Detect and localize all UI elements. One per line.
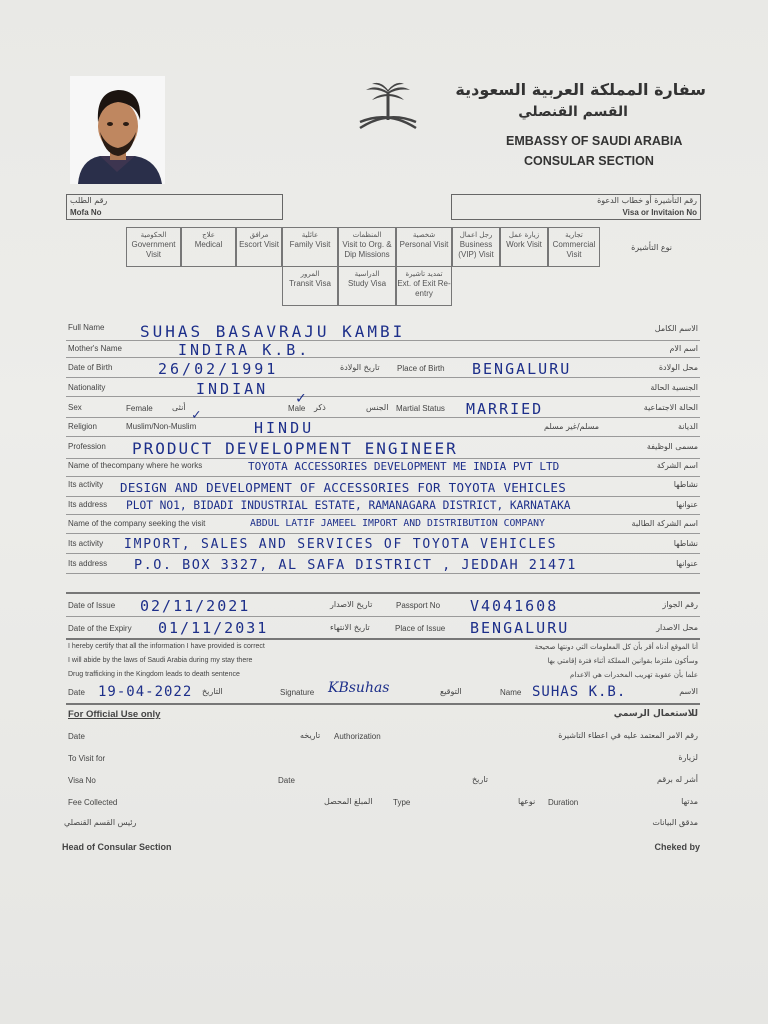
name-label: Name (500, 688, 522, 697)
visa-type-option-8[interactable]: تجارية Commercial Visit (548, 227, 600, 267)
visa-type-option-3[interactable]: عائلية Family Visit (282, 227, 338, 267)
dob-value[interactable]: 26/02/1991 (158, 360, 279, 378)
visa-type-label: نوع التأشيرة (631, 243, 672, 252)
visa-type-row2-option-2[interactable]: تمديد تاشيرة Ext. of Exit Re-entry (396, 266, 452, 306)
full-name-label: Full Name (68, 323, 105, 332)
embassy-title: EMBASSY OF SAUDI ARABIA (506, 134, 683, 148)
place-of-birth-value[interactable]: BENGALURU (472, 360, 572, 378)
religion-value[interactable]: HINDU (254, 419, 315, 437)
date-of-expiry-label: Date of the Expiry (68, 624, 132, 633)
visa-type-option-2[interactable]: مرافق Escort Visit (236, 227, 282, 267)
visa-no-label: Visa No (68, 776, 96, 785)
mother-name-value[interactable]: INDIRA K.B. (178, 341, 311, 359)
signature-label: Signature (280, 688, 315, 697)
embassy-title-arabic: سفارة المملكة العربية السعودية (455, 80, 706, 99)
applicant-photo (70, 76, 165, 184)
visa-type-option-7[interactable]: زيارة عمل Work Visit (500, 227, 548, 267)
passport-no-value[interactable]: V4041608 (470, 597, 559, 615)
date-of-issue-value[interactable]: 02/11/2021 (140, 597, 251, 615)
signature[interactable]: KBsuhas (328, 680, 390, 696)
authorization-label: Authorization (334, 732, 381, 741)
address-label: Its address (68, 500, 108, 509)
fee-collected-label: Fee Collected (68, 798, 118, 807)
official-use-title: For Official Use only (68, 709, 161, 720)
date-of-issue-label: Date of Issue (68, 601, 116, 610)
mother-name-label: Mother's Name (68, 344, 122, 353)
company-value[interactable]: TOYOTA ACCESSORIES DEVELOPMENT ME INDIA PVT LTD (248, 460, 560, 473)
name-value[interactable]: SUHAS K.B. (532, 684, 627, 700)
passport-no-label: Passport No (396, 601, 441, 610)
religion-label: Religion (68, 422, 97, 431)
female-option[interactable]: Female (126, 404, 153, 413)
address2-value[interactable]: P.O. BOX 3327, AL SAFA DISTRICT , JEDDAH 21471 (134, 557, 577, 573)
nationality-value[interactable]: INDIAN (196, 380, 269, 398)
visa-type-option-5[interactable]: شخصية Personal Visit (396, 227, 452, 267)
activity-value[interactable]: DESIGN AND DEVELOPMENT OF ACCESSORIES FOR TOYOTA VEHICLES (120, 480, 567, 495)
declaration-2: I will abide by the laws of Saudi Arabia during my stay there (68, 657, 253, 664)
place-of-issue-value[interactable]: BENGALURU (470, 619, 570, 637)
religion-check-icon: ✓ (192, 407, 202, 423)
marital-status-value[interactable]: MARRIED (466, 400, 544, 418)
full-name-value[interactable]: SUHAS BASAVRAJU KAMBI (140, 322, 406, 341)
marital-status-label: Martial Status (396, 404, 445, 413)
sex-label: Sex (68, 403, 82, 412)
visa-type-option-4[interactable]: المنظمات Visit to Org. & Dip Missions (338, 227, 396, 267)
declaration-1: I hereby certify that all the information I have provided is correct (68, 643, 265, 650)
seeking-company-value[interactable]: ABDUL LATIF JAMEEL IMPORT AND DISTRIBUTION COMPANY (250, 518, 545, 529)
profession-value[interactable]: PRODUCT DEVELOPMENT ENGINEER (132, 439, 458, 458)
activity2-value[interactable]: IMPORT, SALES AND SERVICES OF TOYOTA VEHICLES (124, 537, 558, 552)
visa-invitation-no-field[interactable]: رقم التأشيرة أو خطاب الدعوة Visa or Invitaion No (451, 194, 701, 220)
address-value[interactable]: PLOT NO1, BIDADI INDUSTRIAL ESTATE, RAMANAGARA DISTRICT, KARNATAKA (126, 499, 571, 512)
checked-by: Cheked by (654, 842, 700, 852)
saudi-emblem-icon (356, 82, 420, 140)
activity2-label: Its activity (68, 539, 104, 548)
company-label: Name of thecompany where he works (68, 461, 203, 470)
visa-type-option-0[interactable]: الحكومية Government Visit (126, 227, 181, 267)
place-of-birth-label: Place of Birth (397, 364, 445, 373)
to-visit-for-label: To Visit for (68, 754, 106, 763)
date-of-expiry-value[interactable]: 01/11/2031 (158, 619, 269, 637)
consular-section: CONSULAR SECTION (524, 154, 654, 168)
sign-date-value[interactable]: 19-04-2022 (98, 684, 193, 700)
male-check-icon: ✓ (296, 388, 307, 407)
visa-type-row2-option-1[interactable]: الدراسية Study Visa (338, 266, 396, 306)
visa-type-row2-option-0[interactable]: المرور Transit Visa (282, 266, 338, 306)
sign-date-label: Date (68, 688, 85, 697)
dob-label: Date of Birth (68, 363, 113, 372)
activity-label: Its activity (68, 480, 104, 489)
seeking-company-label: Name of the company seeking the visit (68, 519, 206, 528)
profession-label: Profession (68, 442, 106, 451)
nationality-label: Nationality (68, 383, 106, 392)
visa-type-option-1[interactable]: علاج Medical (181, 227, 236, 267)
address2-label: Its address (68, 559, 108, 568)
consular-section-arabic: القسم القنصلي (518, 104, 628, 120)
religion-option[interactable]: Muslim/Non-Muslim (126, 422, 197, 431)
declaration-3: Drug trafficking in the Kingdom leads to death sentence (68, 671, 240, 678)
visa-application-form: سفارة المملكة العربية السعودية القسم القنصلي EMBASSY OF SAUDI ARABIA CONSULAR SECTION رقم الطلب Mofa No رقم التأشيرة أو خطاب الدعوة Visa or Invitaion No نوع التأشيرة الحكومية Government Visit علاج Medical مرافق Escort Visit عائلية Family Visit المنظمات Visit to Org. & Dip Missions شخصية Personal Visit رجل اعمال Business (VIP) Visit زيارة عمل Work Visit تجارية Commercial Visit المرور Transit Visa الدراسية Study Visa تمديد تاشيرة Ext. of Exit Re-entry Full Name SUHAS BASAVRAJU KAMBI الاسم الكامل Mother's Name INDIRA K.B. اسم الام Date of Birth 26/02/1991 تاريخ الولادة Place of Birth BENGALURU محل الولادة Nationality INDIAN الجنسية الحالة Sex Female أنثى Male ✓ ذكر الجنس Martial Status MARRIED الحالة الاجتماعية Religion Muslim/Non-Muslim ✓ HINDU مسلم/غير مسلم الديانة Profession PRODUCT DEVELOPMENT ENGINEER مسمى الوظيفة Name of thecompany where he works TOYOTA ACCESSORIES DEVELOPMENT ME INDIA PVT LTD اسم الشركة Its activity DESIGN AND DEVELOPMENT OF ACCESSORIES FOR TOYOTA VEHICLES نشاطها Its address PLOT NO1, BIDADI INDUSTRIAL ESTATE, RAMANAGARA DISTRICT, KARNATAKA عنوانها Name of the company seeking the visit ABDUL LATIF JAMEEL IMPORT AND DISTRIBUTION COMPANY اسم الشركة الطالبة Its activity IMPORT, SALES AND SERVICES OF TOYOTA VEHICLES نشاطها Its address P.O. BOX 3327, AL SAFA DISTRICT , JEDDAH 21471 عنوانها Date of Issue 02/11/2021 تاريخ الاصدار Passport No V4041608 رقم الجواز Date of the Expiry 01/11/2031 تاريخ الانتهاء Place of Issue BENGALURU محل الاصدار I hereby certify that all the information I have provided is correct أنا الموقع أدناه أقر بأن كل المعلومات التي دونتها صحيحة I will abide by the laws of Saudi Arabia during my stay there وسأكون ملتزما بقوانين المملكة أثناء فترة إقامتي بها Drug trafficking in the Kingdom leads to death sentence علما بأن عقوبة تهريب المخدرات هي الاعدام Date 19-04-2022 التاريخ Signature KBsuhas التوقيع Name SUHAS K.B. الاسم For Official Use only للاستعمال الرسمي Date تاريخه Authorization رقم الامر المعتمد عليه في اعطاء التاشيرة To Visit for لزيارة Visa No Date تاريخ أشر له برقم Fee Collected المبلغ المحصل Type نوعها Duration مدتها رئيس القسم القنصلي مدقق البيانات Head of Consular Section Cheked by (0, 0, 768, 1024)
mofa-no-field[interactable]: رقم الطلب Mofa No (66, 194, 283, 220)
place-of-issue-label: Place of Issue (395, 624, 446, 633)
visa-type-option-6[interactable]: رجل اعمال Business (VIP) Visit (452, 227, 500, 267)
male-option[interactable]: Male (288, 404, 306, 413)
head-of-consular-section: Head of Consular Section (62, 842, 172, 852)
